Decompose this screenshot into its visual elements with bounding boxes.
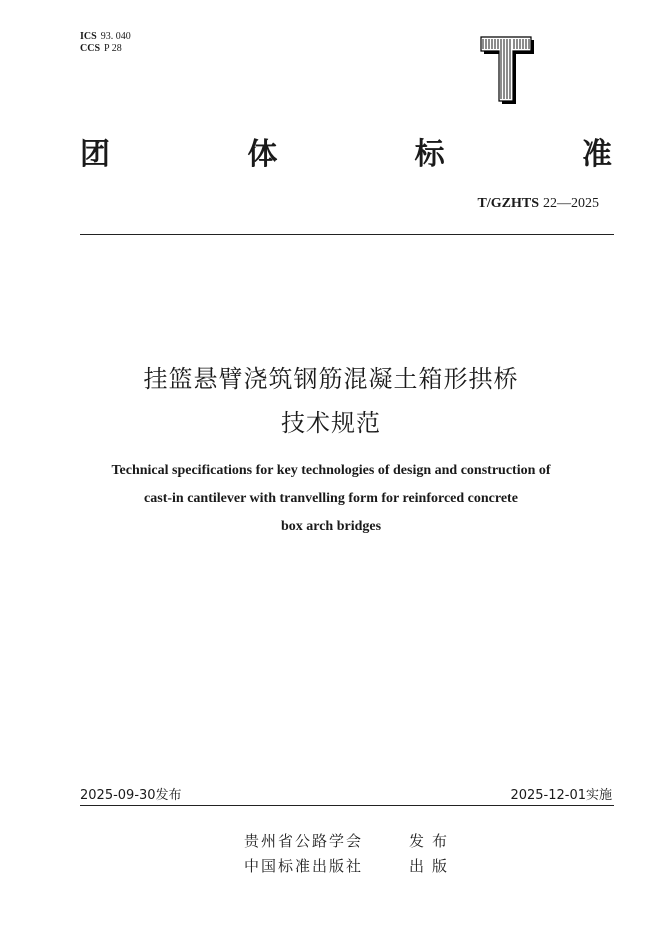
publish-date: 2025-09-30发布 xyxy=(80,788,182,803)
bottom-divider xyxy=(80,805,614,806)
publisher-org: 中国标准出版社 xyxy=(244,857,364,875)
issuer-org: 贵州省公路学会 xyxy=(244,832,364,850)
classification-codes xyxy=(80,31,131,55)
issuer-row xyxy=(244,830,456,851)
english-title-line-3: box arch bridges xyxy=(280,519,382,534)
issuer-role: 发布 xyxy=(409,832,456,850)
standard-letter-t-icon xyxy=(470,33,540,105)
standard-year-number: 22—2025 xyxy=(543,196,599,211)
chinese-title-line-2: 技术规范 xyxy=(281,409,381,437)
chinese-title-line-1: 挂篮悬臂浇筑钢筋混凝土箱形拱桥 xyxy=(143,365,519,393)
english-title-line-1: Technical specifications for key technologies of design and construction of xyxy=(111,463,551,478)
ics-value: 93. 040 xyxy=(100,31,131,42)
standard-type-char: 体 xyxy=(247,137,278,172)
standard-number xyxy=(478,196,599,212)
standard-type-heading xyxy=(80,138,612,172)
ccs-value: P 28 xyxy=(104,43,122,54)
english-title-line-2: cast-in cantilever with tranvelling form for reinforced concrete xyxy=(144,491,518,506)
ics-line xyxy=(80,31,131,43)
standard-code: T/GZHTS xyxy=(477,196,539,211)
standard-type-char: 准 xyxy=(581,137,612,172)
standard-type-char: 团 xyxy=(80,137,110,172)
publisher-role: 出版 xyxy=(409,857,456,875)
standard-type-char: 标 xyxy=(414,137,445,172)
ccs-line xyxy=(80,43,131,55)
publisher-row xyxy=(244,855,456,876)
top-divider xyxy=(80,234,614,235)
ics-label: ICS xyxy=(80,31,97,42)
ccs-label: CCS xyxy=(80,43,101,54)
implement-date: 2025-12-01实施 xyxy=(510,788,612,803)
